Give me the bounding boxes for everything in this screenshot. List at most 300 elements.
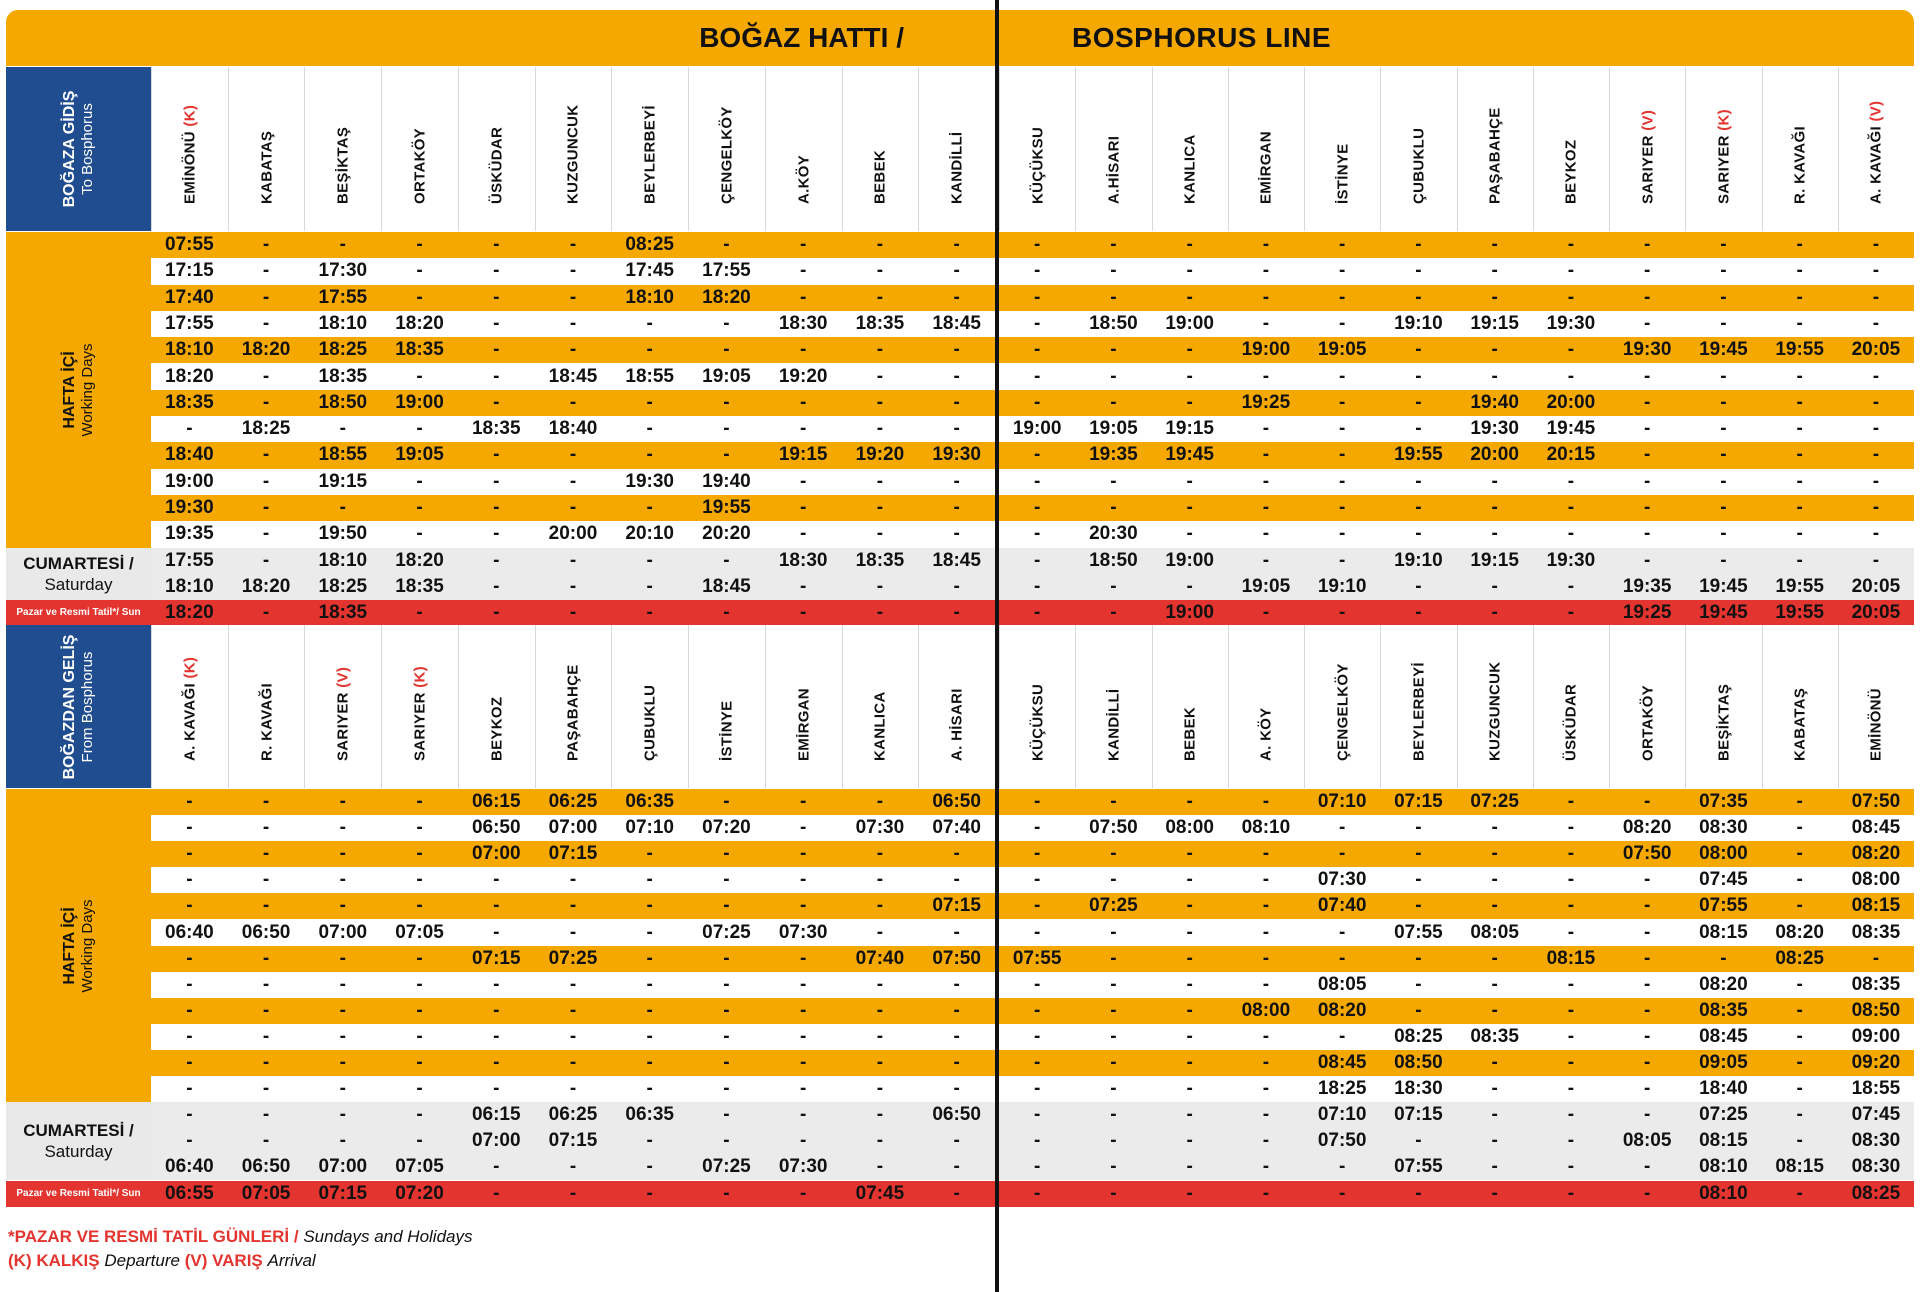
- outbound-time-cell: 19:35: [1089, 444, 1138, 466]
- outbound-time-cell: -: [953, 523, 960, 545]
- inbound-time-cell: -: [800, 869, 807, 891]
- inbound-time-cell: -: [1262, 1052, 1270, 1073]
- inbound-station-header: [1152, 625, 1228, 788]
- inbound-time-cell: 08:30: [1851, 1130, 1901, 1152]
- inbound-time-cell: -: [339, 1025, 346, 1047]
- outbound-time-cell: 18:55: [318, 444, 368, 466]
- outbound-time-cell: -: [1643, 260, 1651, 282]
- outbound-time-cell: -: [953, 365, 960, 387]
- outbound-time-cell: 19:15: [318, 470, 368, 492]
- outbound-station-header: [458, 67, 535, 231]
- inbound-time-cell: -: [262, 1104, 270, 1126]
- inbound-time-cell: -: [1262, 791, 1270, 812]
- inbound-time-cell: -: [876, 1025, 884, 1047]
- inbound-time-cell: -: [1415, 843, 1422, 865]
- inbound-time-cell: 07:40: [932, 817, 981, 839]
- inbound-time-cell: -: [800, 973, 807, 995]
- footer-holidays-tr: *PAZAR VE RESMİ TATİL GÜNLERİ /: [8, 1227, 299, 1246]
- inbound-time-cell: 07:25: [548, 947, 598, 969]
- inbound-time-cell: -: [262, 999, 270, 1021]
- inbound-time-cell: -: [1186, 1025, 1193, 1047]
- inbound-time-cell: -: [1643, 999, 1651, 1021]
- inbound-time-cell: -: [1262, 973, 1270, 995]
- inbound-time-cell: -: [1567, 999, 1575, 1021]
- outbound-time-cell: -: [1186, 391, 1193, 413]
- inbound-time-cell: -: [1186, 973, 1193, 995]
- inbound-station-header: [1838, 625, 1914, 788]
- inbound-time-cell: 07:20: [702, 817, 751, 839]
- outbound-time-cell: -: [569, 470, 577, 492]
- outbound-time-cell: -: [1033, 497, 1041, 518]
- outbound-time-cell: -: [1186, 234, 1193, 255]
- outbound-station-header: [1838, 67, 1914, 231]
- outbound-time-cell: -: [800, 339, 807, 361]
- outbound-time-cell: -: [800, 602, 807, 624]
- inbound-station-name: ÇUBUKLU: [641, 684, 659, 761]
- outbound-station-label: [335, 127, 352, 204]
- outbound-time-cell: -: [493, 312, 500, 334]
- inbound-time-cell: -: [1186, 895, 1193, 917]
- inbound-station-label: [1715, 684, 1732, 761]
- inbound-time-cell: -: [1110, 921, 1117, 943]
- inbound-time-cell: -: [723, 999, 730, 1021]
- inbound-time-cell: -: [1567, 869, 1575, 891]
- inbound-time-cell: -: [186, 1104, 193, 1126]
- inbound-time-cell: 07:05: [395, 921, 444, 943]
- inbound-time-cell: -: [339, 791, 346, 812]
- outbound-time-cell: -: [493, 497, 500, 518]
- inbound-time-cell: 08:45: [1851, 817, 1901, 839]
- inbound-station-name: EMİNÖNÜ: [1867, 688, 1885, 761]
- outbound-station-header: [1304, 67, 1380, 231]
- outbound-time-cell: -: [493, 523, 500, 545]
- outbound-time-cell: 19:05: [1089, 418, 1138, 440]
- outbound-time-cell: 19:00: [1165, 602, 1214, 624]
- outbound-station-label: [1487, 107, 1504, 204]
- outbound-time-cell: -: [493, 365, 500, 387]
- inbound-time-cell: -: [1338, 1025, 1346, 1047]
- inbound-station-header: [611, 625, 688, 788]
- outbound-time-cell: 19:30: [1470, 418, 1519, 440]
- inbound-station-label: [1182, 707, 1199, 761]
- inbound-time-cell: -: [339, 817, 346, 839]
- inbound-time-cell: 06:50: [471, 817, 521, 839]
- outbound-time-cell: -: [1872, 549, 1880, 571]
- inbound-station-header: [765, 625, 842, 788]
- inbound-time-cell: -: [800, 817, 807, 839]
- inbound-station-name: SARIYER: [334, 692, 352, 761]
- inbound-station-name: ÇENGELKÖY: [1334, 663, 1352, 761]
- outbound-time-cell: -: [416, 418, 423, 440]
- outbound-time-cell: -: [1338, 391, 1346, 413]
- inbound-time-cell: -: [800, 1104, 807, 1126]
- outbound-time-cell: 18:40: [548, 418, 598, 440]
- outbound-time-cell: -: [262, 286, 270, 308]
- inbound-time-cell: -: [876, 1078, 884, 1100]
- outbound-time-cell: -: [800, 391, 807, 413]
- inbound-station-label: [1487, 662, 1504, 761]
- inbound-time-cell: -: [186, 947, 193, 969]
- outbound-time-cell: -: [416, 260, 423, 282]
- outbound-station-header: [535, 67, 612, 231]
- inbound-time-cell: 07:05: [241, 1182, 291, 1204]
- outbound-time-cell: 19:45: [1699, 602, 1748, 624]
- inbound-time-cell: -: [1491, 817, 1498, 839]
- inbound-time-cell: -: [186, 1078, 193, 1100]
- outbound-station-label: [1639, 110, 1656, 204]
- inbound-time-cell: 08:10: [1699, 1182, 1748, 1204]
- inbound-time-cell: 07:45: [855, 1182, 905, 1204]
- outbound-station-label: [1410, 128, 1427, 204]
- outbound-station-header: [1152, 67, 1228, 231]
- inbound-time-cell: -: [1186, 1182, 1193, 1204]
- inbound-time-cell: -: [186, 791, 193, 812]
- outbound-time-cell: -: [1338, 497, 1346, 518]
- inbound-time-cell: -: [339, 843, 346, 865]
- outbound-time-cell: 19:50: [318, 523, 368, 545]
- inbound-time-cell: -: [1796, 791, 1803, 812]
- inbound-time-cell: 07:50: [932, 947, 981, 969]
- outbound-time-cell: -: [1567, 365, 1575, 387]
- outbound-station-header: [1762, 67, 1838, 231]
- outbound-time-cell: -: [953, 391, 960, 413]
- outbound-time-cell: -: [953, 234, 960, 255]
- inbound-time-cell: 06:55: [165, 1182, 214, 1204]
- outbound-time-cell: -: [1415, 234, 1422, 255]
- inbound-time-cell: 07:55: [1394, 921, 1443, 943]
- inbound-time-cell: 07:50: [1622, 843, 1672, 865]
- inbound-time-cell: 06:25: [548, 791, 598, 812]
- outbound-time-cell: -: [1643, 444, 1651, 466]
- footer-v-en: Arrival: [267, 1251, 316, 1270]
- inbound-time-cell: -: [1415, 895, 1422, 917]
- outbound-time-cell: -: [1110, 575, 1117, 597]
- inbound-station-header: [381, 625, 458, 788]
- inbound-time-cell: -: [262, 1130, 270, 1152]
- inbound-time-cell: -: [646, 947, 653, 969]
- outbound-time-cell: -: [1262, 418, 1270, 440]
- inbound-time-cell: -: [1643, 1025, 1651, 1047]
- inbound-time-cell: 08:25: [1775, 947, 1824, 969]
- outbound-time-cell: -: [1186, 365, 1193, 387]
- outbound-time-cell: -: [646, 339, 653, 361]
- outbound-time-cell: -: [569, 234, 577, 255]
- inbound-time-cell: -: [186, 973, 193, 995]
- outbound-time-cell: -: [1186, 575, 1193, 597]
- outbound-time-cell: -: [1643, 312, 1651, 334]
- inbound-station-label: [488, 697, 505, 761]
- outbound-time-cell: -: [1033, 260, 1041, 282]
- outbound-time-cell: 18:45: [702, 575, 751, 597]
- outbound-time-cell: -: [1872, 391, 1880, 413]
- inbound-weekday-text: [61, 899, 97, 992]
- outbound-time-cell: -: [1338, 470, 1346, 492]
- outbound-station-name: İSTİNYE: [1334, 143, 1352, 204]
- outbound-time-cell: -: [339, 497, 346, 518]
- inbound-time-cell: -: [876, 999, 884, 1021]
- outbound-time-cell: 19:00: [165, 470, 214, 492]
- outbound-time-cell: 18:55: [625, 365, 675, 387]
- outbound-time-cell: -: [1110, 470, 1117, 492]
- outbound-time-cell: -: [1338, 418, 1346, 440]
- inbound-time-cell: -: [493, 999, 500, 1021]
- inbound-time-cell: -: [1033, 1104, 1041, 1126]
- inbound-station-label: [718, 701, 735, 761]
- inbound-time-cell: -: [1796, 869, 1803, 891]
- outbound-time-cell: -: [1643, 234, 1651, 255]
- outbound-time-cell: -: [1720, 260, 1727, 282]
- inbound-time-cell: -: [493, 921, 500, 943]
- outbound-station-label: [1792, 126, 1809, 204]
- outbound-time-cell: -: [186, 418, 193, 440]
- outbound-time-cell: -: [1491, 575, 1498, 597]
- inbound-time-cell: -: [186, 895, 193, 917]
- outbound-direction-tr: BOĞAZA GİDİŞ: [60, 90, 78, 208]
- inbound-time-cell: -: [339, 1052, 346, 1073]
- outbound-station-header: [1685, 67, 1761, 231]
- outbound-time-cell: -: [1415, 391, 1422, 413]
- inbound-time-cell: -: [1567, 1156, 1575, 1178]
- outbound-time-cell: -: [1110, 602, 1117, 624]
- inbound-time-cell: 07:25: [1699, 1104, 1748, 1126]
- outbound-time-cell: -: [339, 418, 346, 440]
- outbound-station-name: PAŞABAHÇE: [1486, 107, 1504, 204]
- outbound-time-cell: -: [1796, 365, 1803, 387]
- inbound-station-name: BEBEK: [1181, 706, 1199, 761]
- inbound-time-cell: 07:45: [1699, 869, 1748, 891]
- outbound-time-cell: 18:45: [932, 549, 981, 571]
- inbound-time-cell: 08:35: [1851, 973, 1901, 995]
- outbound-time-cell: -: [1491, 234, 1498, 255]
- outbound-time-cell: -: [953, 602, 960, 624]
- inbound-time-cell: 07:10: [625, 817, 675, 839]
- inbound-time-cell: -: [723, 1182, 730, 1204]
- outbound-station-header: [918, 67, 995, 231]
- inbound-time-cell: 07:35: [1699, 791, 1748, 812]
- inbound-station-name: BEYKOZ: [488, 696, 506, 761]
- inbound-time-cell: -: [876, 973, 884, 995]
- outbound-time-cell: -: [1033, 312, 1041, 334]
- inbound-time-cell: -: [646, 1182, 653, 1204]
- inbound-station-header: [304, 625, 381, 788]
- inbound-time-cell: 08:05: [1622, 1130, 1672, 1152]
- outbound-time-cell: -: [1262, 549, 1270, 571]
- outbound-time-cell: -: [646, 497, 653, 518]
- outbound-time-cell: -: [876, 339, 884, 361]
- outbound-time-cell: -: [800, 418, 807, 440]
- inbound-time-cell: 07:50: [1317, 1130, 1367, 1152]
- outbound-time-cell: -: [1033, 286, 1041, 308]
- inbound-station-name: KANLICA: [871, 691, 889, 761]
- inbound-time-cell: -: [1567, 817, 1575, 839]
- outbound-time-cell: -: [1110, 260, 1117, 282]
- outbound-time-cell: -: [1720, 234, 1727, 255]
- inbound-time-cell: 06:35: [625, 791, 675, 812]
- inbound-time-cell: -: [1491, 843, 1498, 865]
- outbound-station-header: [842, 67, 919, 231]
- outbound-time-cell: -: [953, 575, 960, 597]
- inbound-time-cell: -: [186, 817, 193, 839]
- outbound-time-cell: -: [1491, 365, 1498, 387]
- outbound-time-cell: -: [1643, 497, 1651, 518]
- outbound-time-cell: -: [1262, 444, 1270, 466]
- inbound-time-cell: -: [1567, 1104, 1575, 1126]
- inbound-time-cell: -: [1110, 1156, 1117, 1178]
- inbound-time-cell: -: [186, 843, 193, 865]
- inbound-time-cell: -: [723, 843, 730, 865]
- inbound-station-name: SARIYER: [411, 692, 429, 761]
- outbound-time-cell: -: [723, 602, 730, 624]
- outbound-time-cell: -: [646, 444, 653, 466]
- inbound-station-label: [565, 664, 582, 761]
- outbound-time-cell: 18:20: [241, 575, 291, 597]
- outbound-saturday-label: [6, 548, 151, 601]
- outbound-time-cell: -: [1643, 365, 1651, 387]
- outbound-time-cell: 19:10: [1317, 575, 1367, 597]
- outbound-station-header: [765, 67, 842, 231]
- outbound-time-cell: -: [493, 286, 500, 308]
- outbound-time-cell: 19:10: [1394, 549, 1443, 571]
- outbound-station-label: [872, 150, 889, 204]
- inbound-time-cell: 07:20: [395, 1182, 444, 1204]
- outbound-time-cell: -: [493, 391, 500, 413]
- inbound-time-cell: 06:50: [241, 921, 291, 943]
- outbound-station-name: ÇENGELKÖY: [718, 106, 736, 204]
- inbound-station-header: [842, 625, 919, 788]
- outbound-time-cell: 18:50: [318, 391, 368, 413]
- inbound-time-cell: 07:00: [471, 843, 521, 865]
- outbound-time-cell: 19:00: [1165, 549, 1214, 571]
- outbound-time-cell: 19:25: [1241, 391, 1291, 413]
- inbound-time-cell: -: [416, 895, 423, 917]
- inbound-time-cell: -: [262, 843, 270, 865]
- outbound-time-cell: 19:25: [1622, 602, 1672, 624]
- inbound-time-cell: -: [569, 1182, 577, 1204]
- inbound-time-cell: -: [493, 1052, 500, 1073]
- inbound-direction-text: [61, 634, 97, 779]
- inbound-direction-en: From Bosphorus: [78, 651, 96, 762]
- outbound-time-cell: -: [646, 602, 653, 624]
- inbound-time-cell: -: [1796, 973, 1803, 995]
- outbound-time-cell: -: [493, 234, 500, 255]
- outbound-time-cell: -: [1033, 470, 1041, 492]
- outbound-station-label: [412, 128, 429, 204]
- inbound-time-cell: -: [876, 1052, 884, 1073]
- outbound-time-cell: 20:05: [1851, 602, 1901, 624]
- outbound-time-cell: -: [953, 260, 960, 282]
- inbound-time-cell: -: [262, 1078, 270, 1100]
- inbound-station-header: [228, 625, 305, 788]
- outbound-time-cell: -: [1567, 286, 1575, 308]
- inbound-time-cell: 07:25: [702, 1156, 751, 1178]
- footer-line-kv: [8, 1249, 473, 1273]
- inbound-time-cell: -: [1796, 1130, 1803, 1152]
- inbound-time-cell: -: [1567, 843, 1575, 865]
- outbound-time-cell: -: [416, 523, 423, 545]
- inbound-weekday-tr: HAFTA İÇİ: [60, 906, 78, 985]
- inbound-time-cell: -: [1567, 895, 1575, 917]
- outbound-time-cell: -: [1415, 365, 1422, 387]
- outbound-time-cell: -: [1033, 523, 1041, 545]
- outbound-time-cell: -: [876, 470, 884, 492]
- outbound-time-cell: -: [953, 470, 960, 492]
- inbound-station-name: KANDİLLİ: [1105, 688, 1123, 761]
- inbound-time-cell: -: [493, 1078, 500, 1100]
- inbound-time-cell: -: [262, 895, 270, 917]
- inbound-time-cell: -: [1567, 973, 1575, 995]
- inbound-time-cell: -: [569, 1025, 577, 1047]
- inbound-saturday-label: [6, 1102, 151, 1180]
- outbound-direction-en: To Bosphorus: [78, 103, 96, 195]
- outbound-time-cell: -: [262, 549, 270, 571]
- inbound-time-cell: -: [1110, 1182, 1117, 1204]
- outbound-station-mark: (V): [1867, 100, 1885, 122]
- outbound-direction-text: [61, 91, 97, 208]
- inbound-time-cell: 08:30: [1699, 817, 1748, 839]
- inbound-time-cell: -: [1338, 817, 1346, 839]
- outbound-station-name: SARIYER: [1639, 135, 1657, 204]
- inbound-time-cell: 08:35: [1851, 921, 1901, 943]
- inbound-station-name: EMİRGAN: [795, 688, 813, 761]
- inbound-time-cell: -: [1033, 843, 1041, 865]
- inbound-time-cell: -: [1110, 1078, 1117, 1100]
- outbound-time-cell: 20:00: [1546, 391, 1596, 413]
- outbound-time-cell: 18:35: [318, 602, 368, 624]
- inbound-station-header: [458, 625, 535, 788]
- inbound-time-cell: 08:25: [1394, 1025, 1443, 1047]
- inbound-time-cell: -: [186, 1025, 193, 1047]
- outbound-time-cell: 19:05: [702, 365, 751, 387]
- inbound-time-cell: 06:50: [932, 791, 981, 812]
- inbound-time-cell: 07:40: [855, 947, 905, 969]
- inbound-time-cell: -: [1110, 947, 1117, 969]
- outbound-time-cell: -: [416, 497, 423, 518]
- inbound-sunday-label: Pazar ve Resmi Tatil*/ Sun: [6, 1181, 151, 1207]
- outbound-time-cell: 18:30: [778, 549, 828, 571]
- inbound-time-cell: -: [1186, 869, 1193, 891]
- inbound-time-cell: 07:10: [1317, 1104, 1367, 1126]
- inbound-time-cell: -: [723, 1078, 730, 1100]
- inbound-time-cell: -: [953, 1182, 960, 1204]
- outbound-time-cell: -: [1186, 286, 1193, 308]
- inbound-time-cell: -: [1262, 895, 1270, 917]
- outbound-time-cell: -: [1186, 260, 1193, 282]
- inbound-time-cell: 08:00: [1165, 817, 1214, 839]
- inbound-time-cell: -: [1491, 1104, 1498, 1126]
- inbound-time-cell: -: [339, 947, 346, 969]
- inbound-station-header: [151, 625, 228, 788]
- inbound-time-cell: -: [1643, 791, 1651, 812]
- inbound-time-cell: 08:35: [1699, 999, 1748, 1021]
- inbound-station-mark: (V): [334, 666, 352, 688]
- inbound-time-cell: -: [569, 895, 577, 917]
- outbound-time-cell: -: [1796, 391, 1803, 413]
- inbound-time-cell: -: [800, 895, 807, 917]
- outbound-time-cell: 17:55: [165, 312, 214, 334]
- outbound-time-cell: -: [646, 312, 653, 334]
- inbound-station-label: [1792, 688, 1809, 761]
- outbound-time-cell: -: [953, 497, 960, 518]
- inbound-time-cell: -: [646, 869, 653, 891]
- outbound-station-mark: (K): [1715, 109, 1733, 131]
- outbound-time-cell: -: [1415, 418, 1422, 440]
- outbound-time-cell: -: [416, 470, 423, 492]
- outbound-time-cell: 17:40: [165, 286, 214, 308]
- inbound-station-header: [1304, 625, 1380, 788]
- inbound-time-cell: -: [1491, 999, 1498, 1021]
- outbound-time-cell: -: [876, 391, 884, 413]
- outbound-station-name: KABATAŞ: [258, 130, 276, 204]
